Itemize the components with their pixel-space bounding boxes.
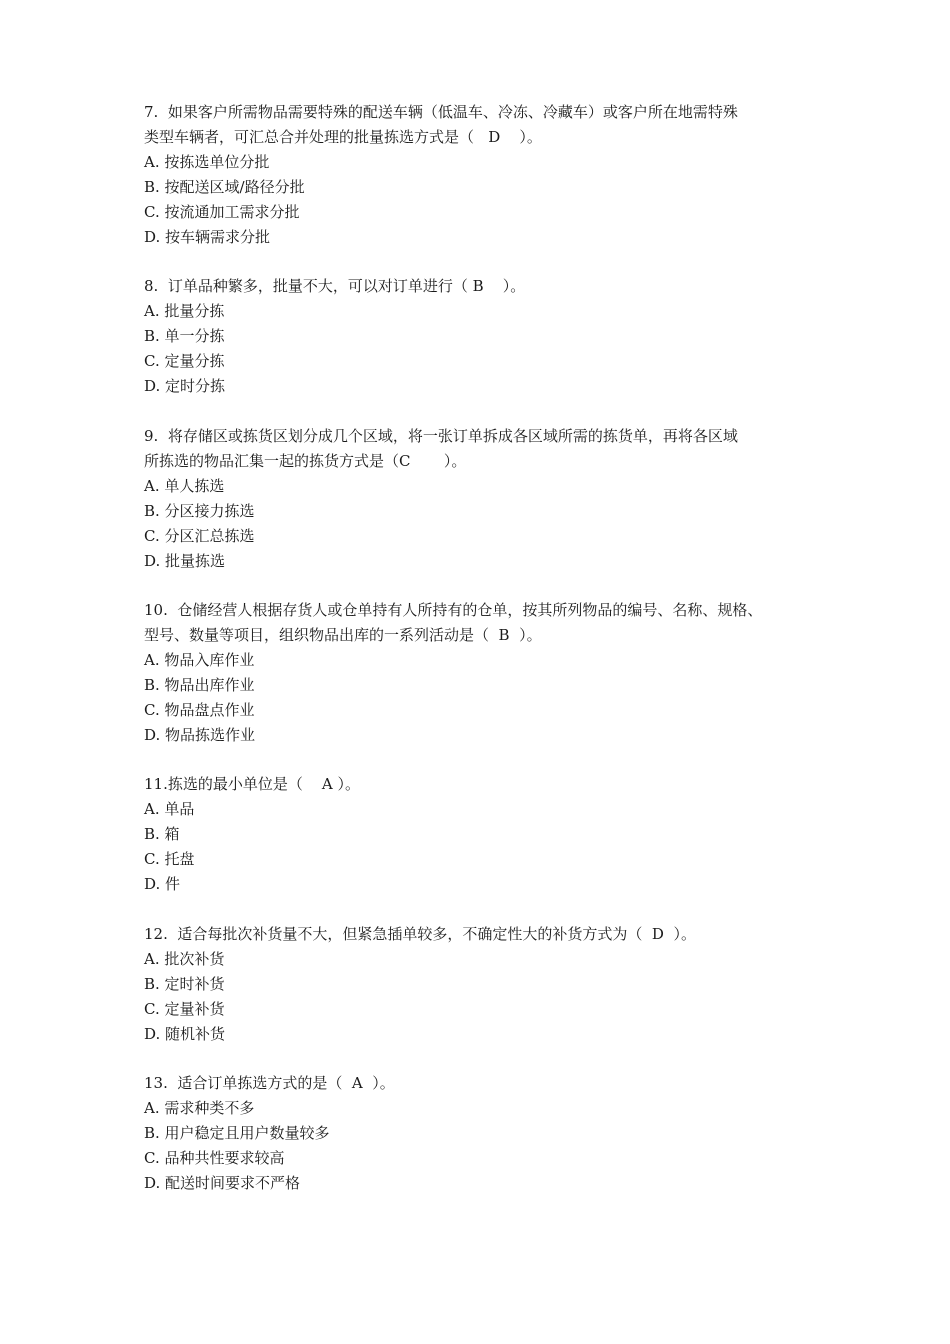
option-b: B. 定时补货	[144, 975, 225, 993]
option-d: D. 物品拣选作业	[144, 726, 256, 744]
option-d: D. 批量拣选	[144, 552, 226, 570]
question-9	[144, 424, 824, 574]
option-c: C. 定量分拣	[144, 352, 225, 370]
option-b: B. 物品出库作业	[144, 676, 255, 694]
option-b: B. 箱	[144, 825, 180, 843]
option-a: A. 物品入库作业	[144, 651, 255, 669]
question-stem-line: 13. 适合订单拣选方式的是（ A ）。	[144, 1074, 395, 1092]
option-c: C. 定量补货	[144, 1000, 225, 1018]
question-stem-line: 12. 适合每批次补货量不大，但紧急插单较多，不确定性大的补货方式为（ D ）。	[144, 925, 696, 943]
option-a: A. 批量分拣	[144, 302, 225, 320]
option-d: D. 随机补货	[144, 1025, 226, 1043]
question-8	[144, 274, 824, 399]
option-d: D. 按车辆需求分批	[144, 228, 271, 246]
question-7	[144, 100, 824, 250]
question-stem-line: 类型车辆者，可汇总合并处理的批量拣选方式是（ D ）。	[144, 128, 542, 146]
option-c: C. 分区汇总拣选	[144, 527, 255, 545]
option-d: D. 定时分拣	[144, 377, 226, 395]
option-c: C. 物品盘点作业	[144, 701, 255, 719]
option-c: C. 按流通加工需求分批	[144, 203, 300, 221]
option-b: B. 分区接力拣选	[144, 502, 255, 520]
question-12	[144, 922, 824, 1047]
option-a: A. 按拣选单位分批	[144, 153, 270, 171]
question-10	[144, 598, 824, 748]
option-d: D. 配送时间要求不严格	[144, 1174, 301, 1192]
question-stem-line: 11.拣选的最小单位是（ A ）。	[144, 775, 361, 793]
question-stem-line: 7. 如果客户所需物品需要特殊的配送车辆（低温车、冷冻、冷藏车）或客户所在地需特殊	[144, 103, 738, 121]
option-a: A. 单人拣选	[144, 477, 225, 495]
option-a: A. 批次补货	[144, 950, 225, 968]
question-stem-line: 10. 仓储经营人根据存货人或仓单持有人所持有的仓单，按其所列物品的编号、名称、规格、	[144, 601, 763, 619]
option-a: A. 需求种类不多	[144, 1099, 255, 1117]
option-b: B. 按配送区域/路径分批	[144, 178, 305, 196]
question-13	[144, 1071, 824, 1196]
question-stem-line: 9. 将存储区或拣货区划分成几个区域，将一张订单拆成各区域所需的拣货单，再将各区域	[144, 427, 738, 445]
question-11	[144, 772, 824, 897]
option-c: C. 品种共性要求较高	[144, 1149, 285, 1167]
question-stem-line: 所拣选的物品汇集一起的拣货方式是（C ）。	[144, 452, 467, 470]
option-b: B. 单一分拣	[144, 327, 225, 345]
question-stem-line: 型号、数量等项目，组织物品出库的一系列活动是（ B ）。	[144, 626, 542, 644]
option-a: A. 单品	[144, 800, 195, 818]
question-stem-line: 8. 订单品种繁多，批量不大，可以对订单进行（ B ）。	[144, 277, 526, 295]
option-c: C. 托盘	[144, 850, 195, 868]
option-b: B. 用户稳定且用户数量较多	[144, 1124, 330, 1142]
option-d: D. 件	[144, 875, 181, 893]
